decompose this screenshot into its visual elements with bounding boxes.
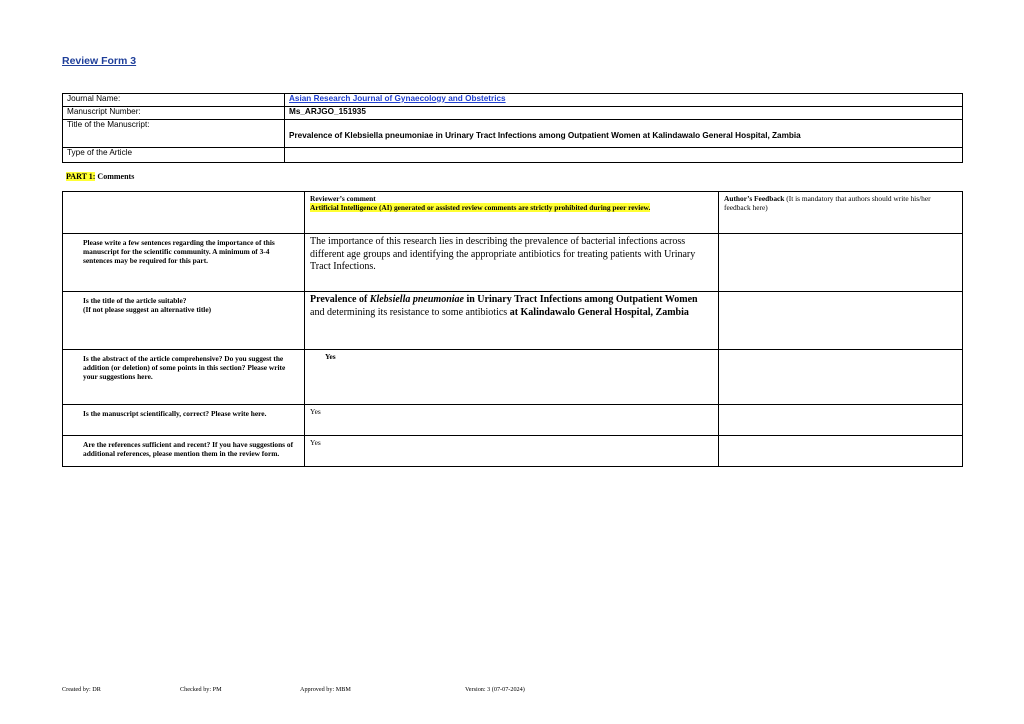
title-part-4: and determining its resistance to some antibiotics [310, 306, 510, 318]
reviewer-comment-title: Reviewer’s comment [310, 194, 376, 203]
feedback-header-cell [719, 192, 963, 234]
comment-row-abstract [63, 350, 963, 405]
footer-created-by: Created by: DR [62, 686, 101, 693]
manuscript-number-row [63, 107, 963, 120]
question-abstract: Is the abstract of the article comprehensive? Do you suggest the addition (or deletion) of some points in this section? Please write your suggestions here. [63, 350, 305, 405]
reviewer-comment-scientific[interactable]: Yes [305, 405, 719, 436]
author-feedback-scientific[interactable] [719, 405, 963, 436]
reviewer-comment-title-suggestion[interactable] [305, 292, 719, 350]
manuscript-number-label: Manuscript Number: [63, 107, 285, 120]
ai-warning-text [310, 203, 713, 212]
reviewer-comment-abstract[interactable]: Yes [305, 350, 719, 405]
article-type-label: Type of the Article [63, 148, 285, 163]
title-part-5: at Kalindawalo General Hospital, Zambia [509, 306, 689, 318]
ai-warning-highlight: Artificial Intelligence (AI) generated or assisted review comments are strictly prohibited during peer review. [310, 203, 651, 212]
comment-row-title [63, 292, 963, 350]
journal-link[interactable]: Asian Research Journal of Gynaecology and Obstetrics [289, 94, 506, 103]
manuscript-number-value: Ms_ARJGO_151935 [285, 107, 963, 120]
comments-table [62, 191, 963, 467]
manuscript-title-row [63, 120, 963, 148]
author-feedback-importance[interactable] [719, 234, 963, 292]
author-feedback-title[interactable] [719, 292, 963, 350]
footer-checked-by: Checked by: PM [180, 686, 222, 693]
reviewer-comment-importance[interactable]: The importance of this research lies in describing the prevalence of bacterial infections across different age groups and identifying the appropriate antibiotics for treating patients with Urinary Tract Infections. [305, 234, 719, 292]
reviewer-comment-references[interactable]: Yes [305, 436, 719, 467]
journal-label: Journal Name: [63, 94, 285, 107]
article-type-value [285, 148, 963, 163]
question-scientific: Is the manuscript scientifically, correct? Please write here. [63, 405, 305, 436]
title-part-1: Prevalence of [310, 294, 370, 305]
reviewer-header-cell [305, 192, 719, 234]
comment-row-scientific [63, 405, 963, 436]
journal-value-cell [285, 94, 963, 107]
feedback-title: Author’s Feedback [724, 194, 785, 203]
question-references: Are the references sufficient and recent? If you have suggestions of additional references, please mention them in the review form. [63, 436, 305, 467]
footer-approved-by: Approved by: MBM [300, 686, 351, 693]
question-importance: Please write a few sentences regarding the importance of this manuscript for the scientific community. A minimum of 3-4 sentences may be required for this part. [63, 234, 305, 292]
manuscript-title-label: Title of the Manuscript: [63, 120, 285, 148]
form-title[interactable]: Review Form 3 [62, 55, 137, 67]
article-type-row [63, 148, 963, 163]
title-part-2: Klebsiella pneumoniae [369, 294, 464, 305]
part-label: PART 1: [66, 172, 96, 181]
author-feedback-references[interactable] [719, 436, 963, 467]
manuscript-title-value: Prevalence of Klebsiella pneumoniae in Urinary Tract Infections among Outpatient Women at Kalindawalo General Hospital, Zambia [285, 120, 963, 148]
question-title: Is the title of the article suitable? (If not please suggest an alternative title) [63, 292, 305, 350]
journal-row [63, 94, 963, 107]
comment-row-references [63, 436, 963, 467]
author-feedback-abstract[interactable] [719, 350, 963, 405]
footer-version: Version: 3 (07-07-2024) [465, 686, 525, 693]
comment-row-importance [63, 234, 963, 292]
title-part-3: in Urinary Tract Infections among Outpatient Women [463, 294, 698, 305]
manuscript-info-table [62, 93, 963, 163]
part-heading [66, 172, 134, 181]
feedback-note: (It is mandatory that authors should write his/her feedback here) [724, 194, 931, 212]
header-empty-cell [63, 192, 305, 234]
part-title: Comments [95, 172, 135, 181]
comments-header-row [63, 192, 963, 234]
